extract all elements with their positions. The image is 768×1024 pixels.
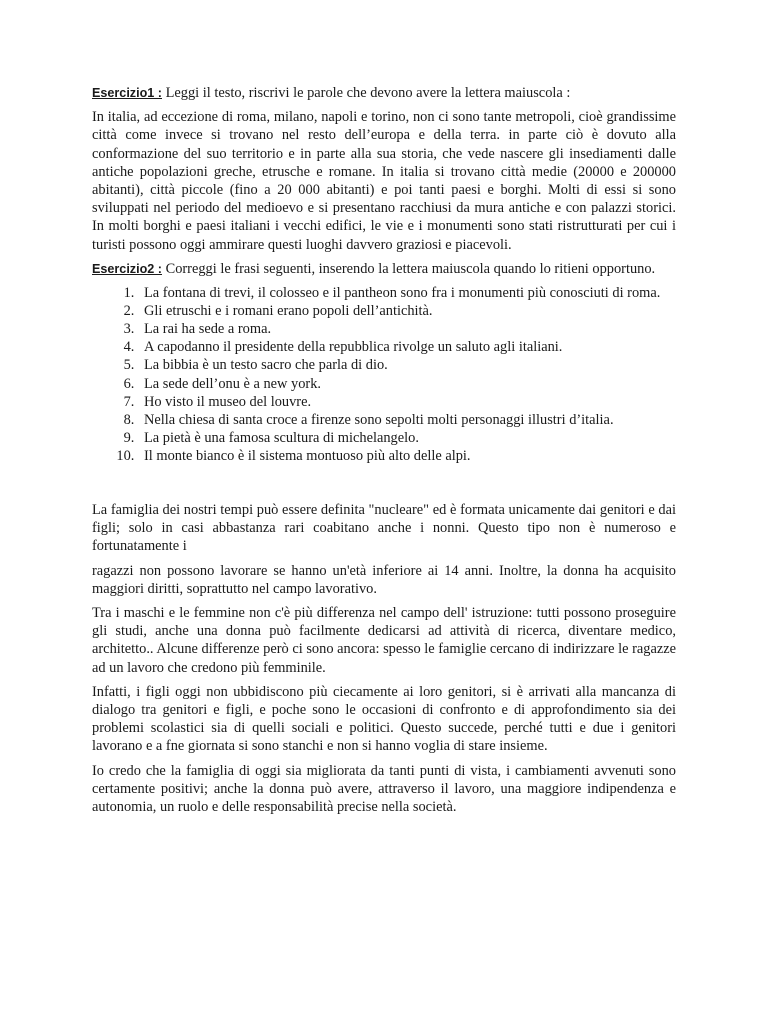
list-item: 4. A capodanno il presidente della repubblica rivolge un saluto agli italiani. — [138, 338, 676, 356]
section-spacer — [92, 465, 676, 501]
exercise2-label: Esercizio2 : — [92, 261, 162, 276]
essay-paragraph: ragazzi non possono lavorare se hanno un'età inferiore ai 14 anni. Inoltre, la donna ha acquisito maggiori diritti, soprattutto nel campo lavorativo. — [92, 562, 676, 597]
document-page — [92, 84, 676, 822]
essay-paragraph: La famiglia dei nostri tempi può essere definita "nucleare" ed è formata unicamente dai genitori e dai figli; solo in casi abbastanza rari coabitano anche i nonni. Questo tipo non è numeroso e fortunatamente i — [92, 501, 676, 555]
list-item: 5. La bibbia è un testo sacro che parla di dio. — [138, 356, 676, 374]
list-item: 3. La rai ha sede a roma. — [138, 320, 676, 338]
essay-paragraph: Io credo che la famiglia di oggi sia migliorata da tanti punti di vista, i cambiamenti avvenuti sono certamente positivi; anche la donna può avere, attraverso il lavoro, una maggiore indipendenza e autonomia, un ruolo e delle responsabilità precise nella società. — [92, 762, 676, 816]
exercise1-instruction: Leggi il testo, riscrivi le parole che devono avere la lettera maiuscola : — [162, 85, 571, 101]
exercise1-label: Esercizio1 : — [92, 86, 162, 100]
exercise2-heading — [92, 260, 676, 278]
exercise1-text: In italia, ad eccezione di roma, milano, napoli e torino, non ci sono tante metropoli, cioè grandissime città come invece si trovano nel resto dell’europa e della terra. in parte ciò è dovuto alla conformazione del suo territorio e in parte alla sua storia, che vede nascere gli insediamenti dalle antiche popolazioni greche, etrusche e romane. In italia si trovano città medie (20000 e 200000 abitanti), città piccole (fino a 20 000 abitanti) e poi tanti paesi e borghi. Molti di essi si sono sviluppati nel periodo del medioevo e si presentano racchiusi da mura antiche e con palazzi storici. In molti borghi e paesi italiani i vecchi edifici, le vie e i monumenti sono stati ristrutturati per cui i turisti possono oggi ammirare questi luoghi davvero graziosi e piacevoli. — [92, 109, 676, 253]
exercise2-list — [92, 284, 676, 465]
list-item: 2. Gli etruschi e i romani erano popoli dell’antichità. — [138, 302, 676, 320]
exercise2-instruction: Correggi le frasi seguenti, inserendo la lettera maiuscola quando lo ritieni opportuno. — [162, 260, 656, 277]
list-item: 7. Ho visto il museo del louvre. — [138, 393, 676, 411]
list-item: 6. La sede dell’onu è a new york. — [138, 375, 676, 393]
essay-paragraph: Infatti, i figli oggi non ubbidiscono più ciecamente ai loro genitori, si è arrivati alla mancanza di dialogo tra genitori e figli, e poche sono le occasioni di confronto e di approfondimento sia dei problemi scolastici sia di quelli sociali e politici. Questo succede, perché tutti e due i genitori lavorano e a fne giornata si sono stanchi e non si hanno voglia di stare insieme. — [92, 683, 676, 755]
essay-paragraph: Tra i maschi e le femmine non c'è più differenza nel campo dell' istruzione: tutti possono proseguire gli studi, anche una donna può facilmente dedicarsi ad attività di ricerca, diventare medico, architetto.. Alcune differenze però ci sono ancora: spesso le famiglie cercano di indirizzare le ragazze ad un lavoro che credono più femminile. — [92, 604, 676, 676]
list-item: 8. Nella chiesa di santa croce a firenze sono sepolti molti personaggi illustri d’italia. — [138, 411, 676, 429]
list-item: 1. La fontana di trevi, il colosseo e il pantheon sono fra i monumenti più conosciuti di roma. — [138, 284, 676, 302]
list-item: 10. Il monte bianco è il sistema montuoso più alto delle alpi. — [138, 447, 676, 465]
exercise1-heading — [92, 84, 676, 102]
list-item: 9. La pietà è una famosa scultura di michelangelo. — [138, 429, 676, 447]
